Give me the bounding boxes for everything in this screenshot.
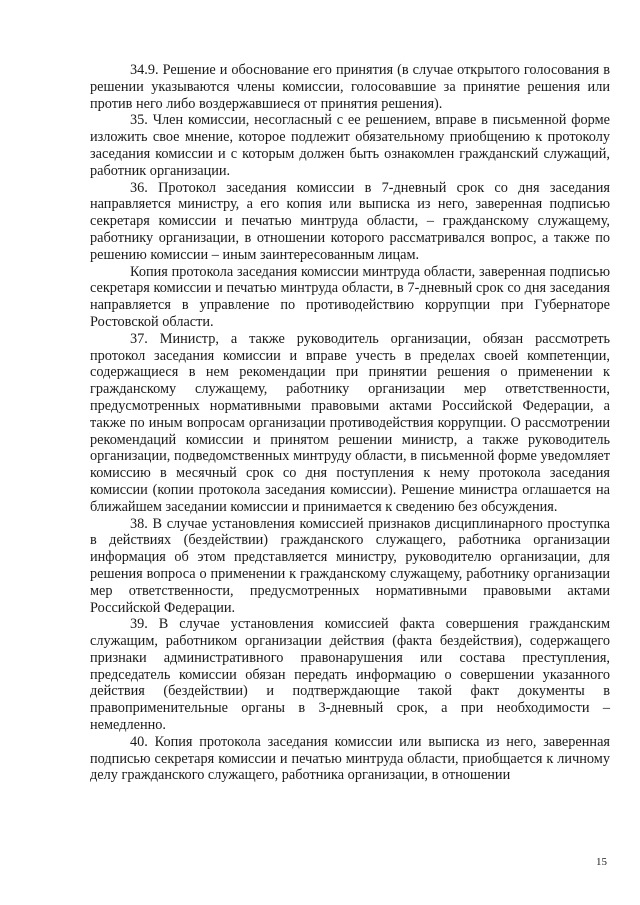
paragraph-35: 35. Член комиссии, несогласный с ее решением, вправе в письменной форме изложить свое мнение, которое подлежит обязательному приобщению к протоколу заседания комиссии и с которым должен быть ознакомлен гражданский служащий, работник организации. <box>90 112 610 179</box>
paragraph-36-copy: Копия протокола заседания комиссии минтруда области, заверенная подписью секретаря комиссии и печатью минтруда области, в 7-дневный срок со дня заседания направляется в управление по противодействию коррупции при Губернаторе Ростовской области. <box>90 263 610 330</box>
paragraph-37: 37. Министр, а также руководитель организации, обязан рассмотреть протокол заседания комиссии и вправе учесть в пределах своей компетенции, содержащиеся в нем рекомендации при принятии решения о применении к гражданскому служащему, работнику организации мер ответственности, предусмотренных нормативными правовыми актами Российской Федерации, а также по иным вопросам организации противодействия коррупции. О рассмотрении рекомендаций комиссии и принятом решении министр, а также руководитель организации, подведомственных минтруду области, в письменной форме уведомляет комиссию в месячный срок со дня поступления к нему протокола заседания комиссии (копии протокола заседания комиссии). Решение министра оглашается на ближайшем заседании комиссии и принимается к сведению без обсуждения. <box>90 330 610 515</box>
paragraph-36: 36. Протокол заседания комиссии в 7-дневный срок со дня заседания направляется министру, а его копия или выписка из него, заверенная подписью секретаря комиссии и печатью минтруда области, – гражданскому служащему, работнику организации, в отношении которого рассматривался вопрос, а также по решению комиссии – иным заинтересованным лицам. <box>90 179 610 263</box>
document-body <box>90 62 610 784</box>
paragraph-39: 39. В случае установления комиссией факта совершения гражданским служащим, работником организации действия (факта бездействия), содержащего признаки административного правонарушения или состава преступления, председатель комиссии обязан передать информацию о совершении указанного действия (бездействии) и подтверждающие такой факт документы в правоприменительные органы в 3-дневный срок, а при необходимости – немедленно. <box>90 616 610 734</box>
paragraph-40: 40. Копия протокола заседания комиссии или выписка из него, заверенная подписью секретаря комиссии и печатью минтруда области, приобщается к личному делу гражданского служащего, работника организации, в отношении <box>90 733 610 784</box>
page-number: 15 <box>596 856 607 868</box>
paragraph-34-9: 34.9. Решение и обоснование его принятия (в случае открытого голосования в решении указываются члены комиссии, голосовавшие за принятие решения или против него либо воздержавшиеся от принятия решения). <box>90 62 610 112</box>
paragraph-38: 38. В случае установления комиссией признаков дисциплинарного проступка в действиях (бездействии) гражданского служащего, работника организации информация об этом представляется министру, руководителю организации, для решения вопроса о применении к гражданскому служащему, работнику организации мер ответственности, предусмотренных нормативными правовыми актами Российской Федерации. <box>90 515 610 616</box>
